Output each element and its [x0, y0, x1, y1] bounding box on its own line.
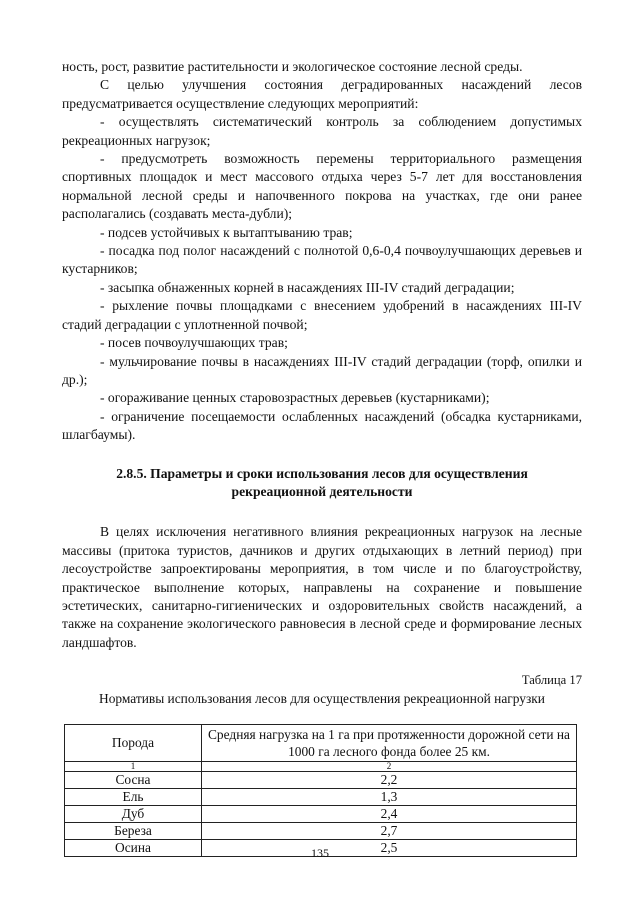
- measure-item: - мульчирование почвы в насаждениях III-IV стадий деградации (торф, опилки и др.);: [62, 353, 582, 387]
- value-cell: 1,3: [202, 789, 577, 806]
- header-species: Порода: [65, 725, 202, 762]
- column-number: 2: [202, 762, 577, 772]
- value-cell: 2,5: [202, 840, 577, 857]
- intro-continuation: ность, рост, развитие растительности и экологическое состояние лесной среды.: [62, 59, 523, 74]
- value-cell: 2,4: [202, 806, 577, 823]
- value-cell: 2,7: [202, 823, 577, 840]
- header-average-load: Средняя нагрузка на 1 га при протяженности дорожной сети на 1000 га лесного фонда более 25 км.: [202, 725, 577, 762]
- measure-item: - осуществлять систематический контроль за соблюдением допустимых рекреационных нагрузок;: [62, 114, 582, 148]
- species-cell: Береза: [65, 823, 202, 840]
- column-number-row: [65, 762, 577, 772]
- column-number: 1: [65, 762, 202, 772]
- measure-item: - подсев устойчивых к вытаптыванию трав;: [100, 224, 353, 240]
- section-heading-line2: рекреационной деятельности: [231, 483, 413, 499]
- table-row: [65, 772, 577, 789]
- table-row: [65, 789, 577, 806]
- section-paragraph: В целях исключения негативного влияния рекреационных нагрузок на лесные массивы (притока туристов, дачников и других отдыхающих в летний период) при лесоустройстве запроектированы мероприятия, в том числе и по благоустройству, практическое выполнение которых, направлены на сохранение и повышение эстетических, санитарно-гигиенических и оздоровительных свойств насаждений, а также на сохранение экологического равновесия в лесной среде и формирование лесных ландшафтов.: [62, 524, 582, 650]
- measure-item: - ограничение посещаемости ослабленных насаждений (обсадка кустарниками, шлагбаумы).: [62, 408, 582, 443]
- table-title: Нормативы использования лесов для осуществления рекреационной нагрузки: [99, 691, 545, 707]
- measure-item: - рыхление почвы площадками с внесением удобрений в насаждениях III-IV стадий деградации с уплотненной почвой;: [62, 298, 582, 332]
- measure-item: - посадка под полог насаждений с полнотой 0,6-0,4 почвоулучшающих деревьев и кустарников;: [62, 243, 582, 277]
- species-cell: Ель: [65, 789, 202, 806]
- intro-paragraph: С целью улучшения состояния деградированных насаждений лесов предусматривается осуществление следующих мероприятий:: [62, 77, 582, 111]
- species-cell: Осина: [65, 840, 202, 857]
- document-page: [62, 58, 582, 857]
- measure-item: - засыпка обнаженных корней в насаждениях III-IV стадий деградации;: [100, 279, 515, 295]
- measure-item: - предусмотреть возможность перемены территориального размещения спортивных площадок и мест массового отдыха через 5-7 лет для восстановления нормальной лесной среды и напочвенного покрова на участках, где они ранее располагались (создавать места-дубли);: [62, 151, 582, 222]
- measure-item: - посев почвоулучшающих трав;: [100, 335, 288, 351]
- page-number: 135: [311, 846, 329, 860]
- table-caption: Таблица 17: [521, 673, 582, 688]
- section-heading: [62, 465, 582, 502]
- table-header-row: [65, 725, 577, 762]
- recreation-load-table: [64, 724, 577, 857]
- table-row: [65, 823, 577, 840]
- species-cell: Сосна: [65, 772, 202, 789]
- value-cell: 2,2: [202, 772, 577, 789]
- species-cell: Дуб: [65, 806, 202, 823]
- section-heading-line1: 2.8.5. Параметры и сроки использования лесов для осуществления: [116, 465, 528, 481]
- measure-item: - огораживание ценных старовозрастных деревьев (кустарниками);: [100, 390, 490, 406]
- table-row: [65, 806, 577, 823]
